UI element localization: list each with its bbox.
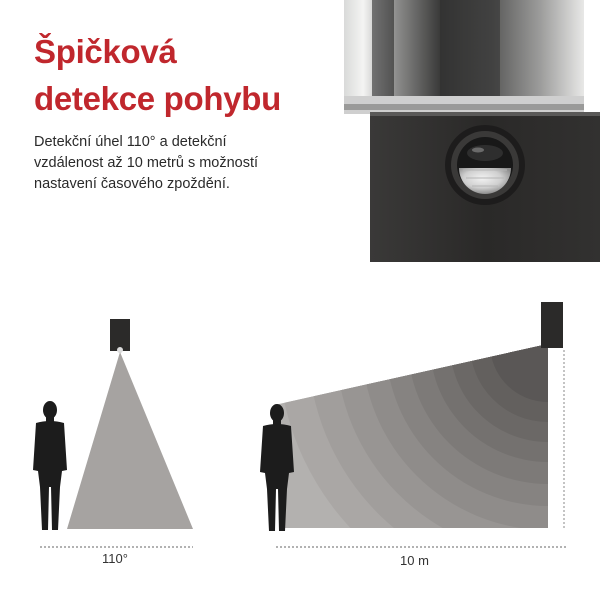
detection-cone [67,352,193,529]
distance-label: 10 m [400,553,429,568]
title-line-2: detekce pohybu [34,80,282,117]
title-line-1: Špičková [34,33,177,70]
description-line-3: nastavení časového zpoždění. [34,176,230,192]
angle-diagram [33,319,193,547]
lamp-icon [541,302,563,348]
distance-diagram [260,74,600,600]
description-line-2: vzdálenost až 10 metrů s možností [34,155,259,171]
angle-label: 110° [102,551,128,566]
lamp-icon [110,319,130,351]
person-silhouette-icon [33,401,67,530]
description-line-1: Detekční úhel 110° a detekční [34,134,227,150]
